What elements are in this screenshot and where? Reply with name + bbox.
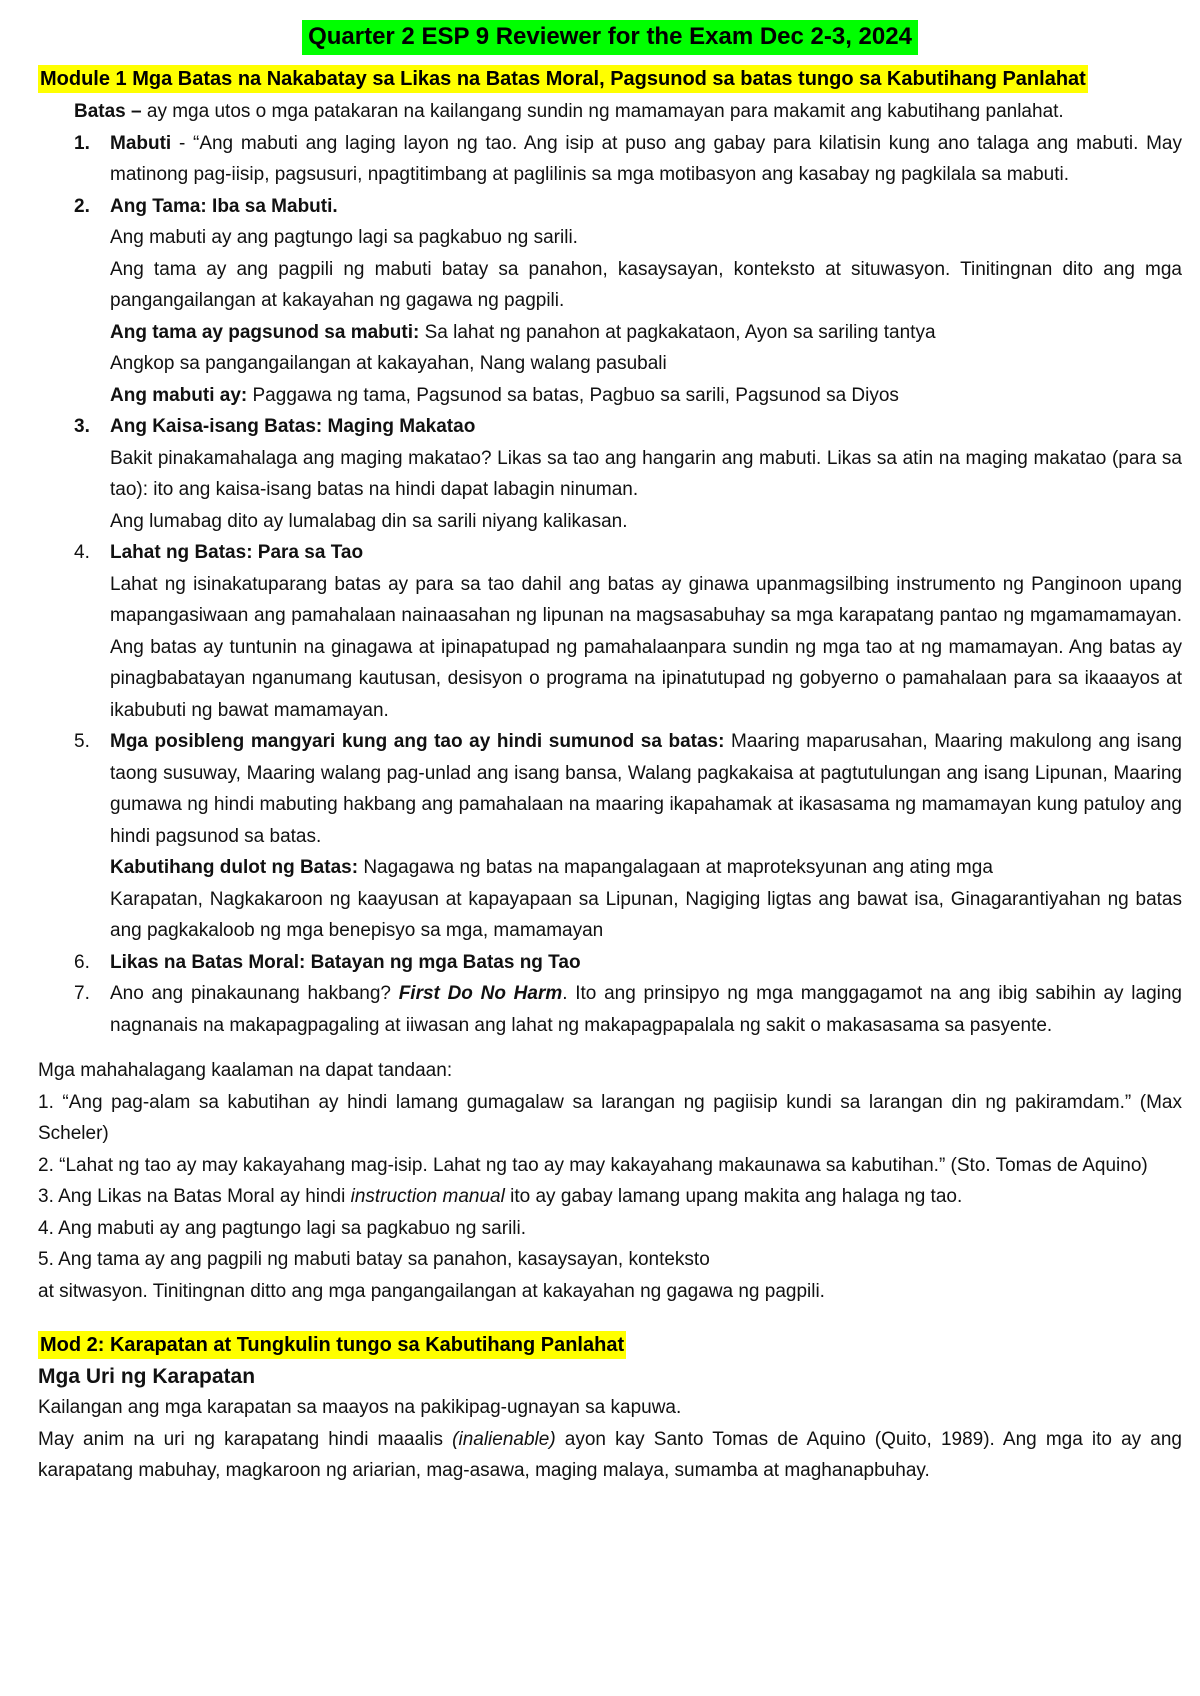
module2-paragraph-1: Kailangan ang mga karapatan sa maayos na pakikipag-ugnayan sa kapuwa.: [38, 1397, 682, 1418]
list-item-text: Maaring maparusahan, Maaring makulong ang isang taong susuway, Maaring walang pag-unlad ang isang bansa, Walang pagkakaisa at pagtutulungan ang isang Lipunan, Maaring gumawa ng hindi mabuting hakbang ang pamahalaan na maaring ikapahamak at ikasasama ng mamamayan kung patuloy ang hindi pagsunod sa batas.: [110, 731, 1183, 847]
italic-text: instruction manual: [350, 1186, 505, 1207]
list-item-number: 4.: [74, 542, 90, 563]
list-item-4: [38, 537, 1182, 726]
list-item-line: Ang mabuti ay ang pagtungo lagi sa pagkabuo ng sarili.: [110, 227, 578, 248]
list-item-line: Karapatan, Nagkakaroon ng kaayusan at kapayapaan sa Lipunan, Nagiging ligtas ang bawat isa, Ginagarantiyahan ng batas ang pagkakaloob ng mga benepisyo sa mga, mamamayan: [110, 888, 1182, 941]
emphasis-text: First Do No Harm: [398, 983, 563, 1004]
inline-label: Ang tama ay pagsunod sa mabuti:: [110, 321, 420, 343]
list-item-line: Ang tama ay ang pagpili ng mabuti batay sa panahon, kasaysayan, konteksto at situwasyon. Tinitingnan dito ang mga pangangailangan at kakayahan ng gagawa ng pagpili.: [110, 258, 1182, 311]
list-item-label: Likas na Batas Moral: Batayan ng mga Batas ng Tao: [110, 951, 581, 973]
list-item-body: [110, 978, 1182, 1041]
remember-heading: Mga mahahalagang kaalaman na dapat tandaan:: [38, 1060, 453, 1081]
list-item-line: [110, 852, 1182, 884]
italic-text: (inalienable): [452, 1428, 556, 1450]
document-page: [38, 20, 1182, 1487]
inline-label: Kabutihang dulot ng Batas:: [110, 857, 359, 878]
list-item-5: [38, 726, 1182, 947]
list-item-number: 5.: [74, 731, 90, 752]
list-item-label: Mga posibleng mangyari kung ang tao ay hindi sumunod sa batas:: [110, 731, 725, 752]
inline-label: Ang mabuti ay:: [110, 384, 248, 406]
list-item-body: [110, 128, 1182, 191]
inline-text: Nagagawa ng batas na mapangalagaan at maproteksyunan ang ating mga: [358, 857, 993, 878]
list-item-line: Bakit pinakamahalaga ang maging makatao? Likas sa tao ang hangarin ang mabuti. Likas sa atin na maging makatao (para sa tao): ito ang kaisa-isang batas na hindi dapat labagin ninuman.: [110, 447, 1182, 500]
point-text: 3. Ang Likas na Batas Moral ay hindi: [38, 1186, 351, 1207]
paragraph-text: ayon kay Santo Tomas de Aquino (Quito, 1989). Ang mga ito ay ang karapatang mabuhay, magkaroon ng ariarian, mag-asawa, maging malaya, sumamba at maghanapbuhay.: [38, 1428, 1182, 1481]
list-item-body: [110, 726, 1182, 852]
list-item-text: Ano ang pinakaunang hakbang?: [110, 983, 399, 1004]
batas-definition-text: ay mga utos o mga patakaran na kailangang sundin ng mamamayan para makamit ang kabutihang panlahat.: [141, 101, 1064, 122]
module2-paragraph-2: [38, 1424, 1182, 1487]
list-item-2: [38, 191, 1182, 412]
remember-point-5: 5. Ang tama ay ang pagpili ng mabuti batay sa panahon, kasaysayan, konteksto: [38, 1249, 710, 1270]
remember-point-1: 1. “Ang pag-alam sa kabutihan ay hindi lamang gumagalaw sa larangan ng pagiisip kundi sa larangan din ng pakiramdam.” (Max Scheler): [38, 1091, 1182, 1144]
batas-definition: [38, 96, 1182, 128]
list-item-number: 3.: [74, 416, 90, 437]
list-item-number: 7.: [74, 983, 90, 1004]
remember-point-5-cont: at sitwasyon. Tinitingnan ditto ang mga pangangailangan at kakayahan ng gagawa ng pagpili.: [38, 1280, 825, 1302]
list-item-text: . Ito ang prinsipyo ng mga manggagamot na ang ibig sabihin ay laging nagnanais na makapagpagaling at iiwasan ang lahat ng makapagpapalala ng sakit o makasasama sa pasyente.: [110, 983, 1182, 1036]
inline-text: Sa lahat ng panahon at pagkakataon, Ayon sa sariling tantya: [419, 321, 936, 343]
list-item-3: [38, 411, 1182, 537]
list-item-line: [110, 317, 1182, 349]
list-item-line: Angkop sa pangangailangan at kakayahan, Nang walang pasubali: [110, 353, 667, 374]
list-item-label: Lahat ng Batas: Para sa Tao: [110, 542, 364, 563]
remember-point-2: 2. “Lahat ng tao ay may kakayahang mag-isip. Lahat ng tao ay may kakayahang makaunawa sa kabutihan.” (Sto. Tomas de Aquino): [38, 1154, 1148, 1176]
list-item-text: - “Ang mabuti ang laging layon ng tao. Ang isip at puso ang gabay para kilatisin kung ano talaga ang mabuti. May matinong pag-iisip, pagsusuri, npagtitimbang at paglilinis sa mga motibasyon ang kasabay ng pagkilala sa mabuti.: [110, 132, 1182, 185]
remember-section: [38, 1055, 1182, 1307]
list-item-label: Ang Kaisa-isang Batas: Maging Makatao: [110, 416, 476, 437]
list-item-label: Ang Tama: Iba sa Mabuti.: [110, 195, 338, 217]
module2-heading: Mod 2: Karapatan at Tungkulin tungo sa Kabutihang Panlahat: [38, 1331, 626, 1359]
list-item-number: 2.: [74, 195, 90, 217]
list-item-number: 1.: [74, 132, 90, 154]
remember-point-3: [38, 1181, 1182, 1213]
list-item-line: [110, 380, 1182, 412]
paragraph-text: May anim na uri ng karapatang hindi maaalis: [38, 1428, 453, 1450]
list-item-label: Mabuti: [110, 132, 172, 154]
list-item-number: 6.: [74, 951, 90, 973]
list-item-line: Ang lumabag dito ay lumalabag din sa sarili niyang kalikasan.: [110, 510, 628, 532]
list-item-line: Lahat ng isinakatuparang batas ay para sa tao dahil ang batas ay ginawa upanmagsilbing instrumento ng Panginoon upang mapangasiwaan ang pamahalaan nainaasahan ng lipunan na magsasabuhay sa mga karapatang pantao ng mgamamamayan. Ang batas ay tuntunin na ginagawa at ipinapatupad ng pamahalaanpara sundin ng mga tao at ng mamamayan. Ang batas ay pinagbabatayan nganumang kautusan, desisyon o programa na ipinatutupad ng gobyerno o pamahalaan para sa ikaaayos at ikabubuti ng bawat mamamayan.: [110, 573, 1182, 721]
page-title: Quarter 2 ESP 9 Reviewer for the Exam Dec 2-3, 2024: [302, 20, 918, 55]
batas-term: Batas –: [74, 101, 142, 122]
module2-subheading: Mga Uri ng Karapatan: [38, 1365, 256, 1388]
module1-heading: Module 1 Mga Batas na Nakabatay sa Likas na Batas Moral, Pagsunod sa batas tungo sa Kabutihang Panlahat: [38, 65, 1088, 93]
remember-point-4: 4. Ang mabuti ay ang pagtungo lagi sa pagkabuo ng sarili.: [38, 1217, 527, 1239]
list-item-1: [38, 128, 1182, 191]
point-text: ito ay gabay lamang upang makita ang halaga ng tao.: [504, 1186, 963, 1207]
list-item-7: [38, 978, 1182, 1041]
list-item-6: [38, 947, 1182, 979]
inline-text: Paggawa ng tama, Pagsunod sa batas, Pagbuo sa sarili, Pagsunod sa Diyos: [247, 384, 899, 406]
